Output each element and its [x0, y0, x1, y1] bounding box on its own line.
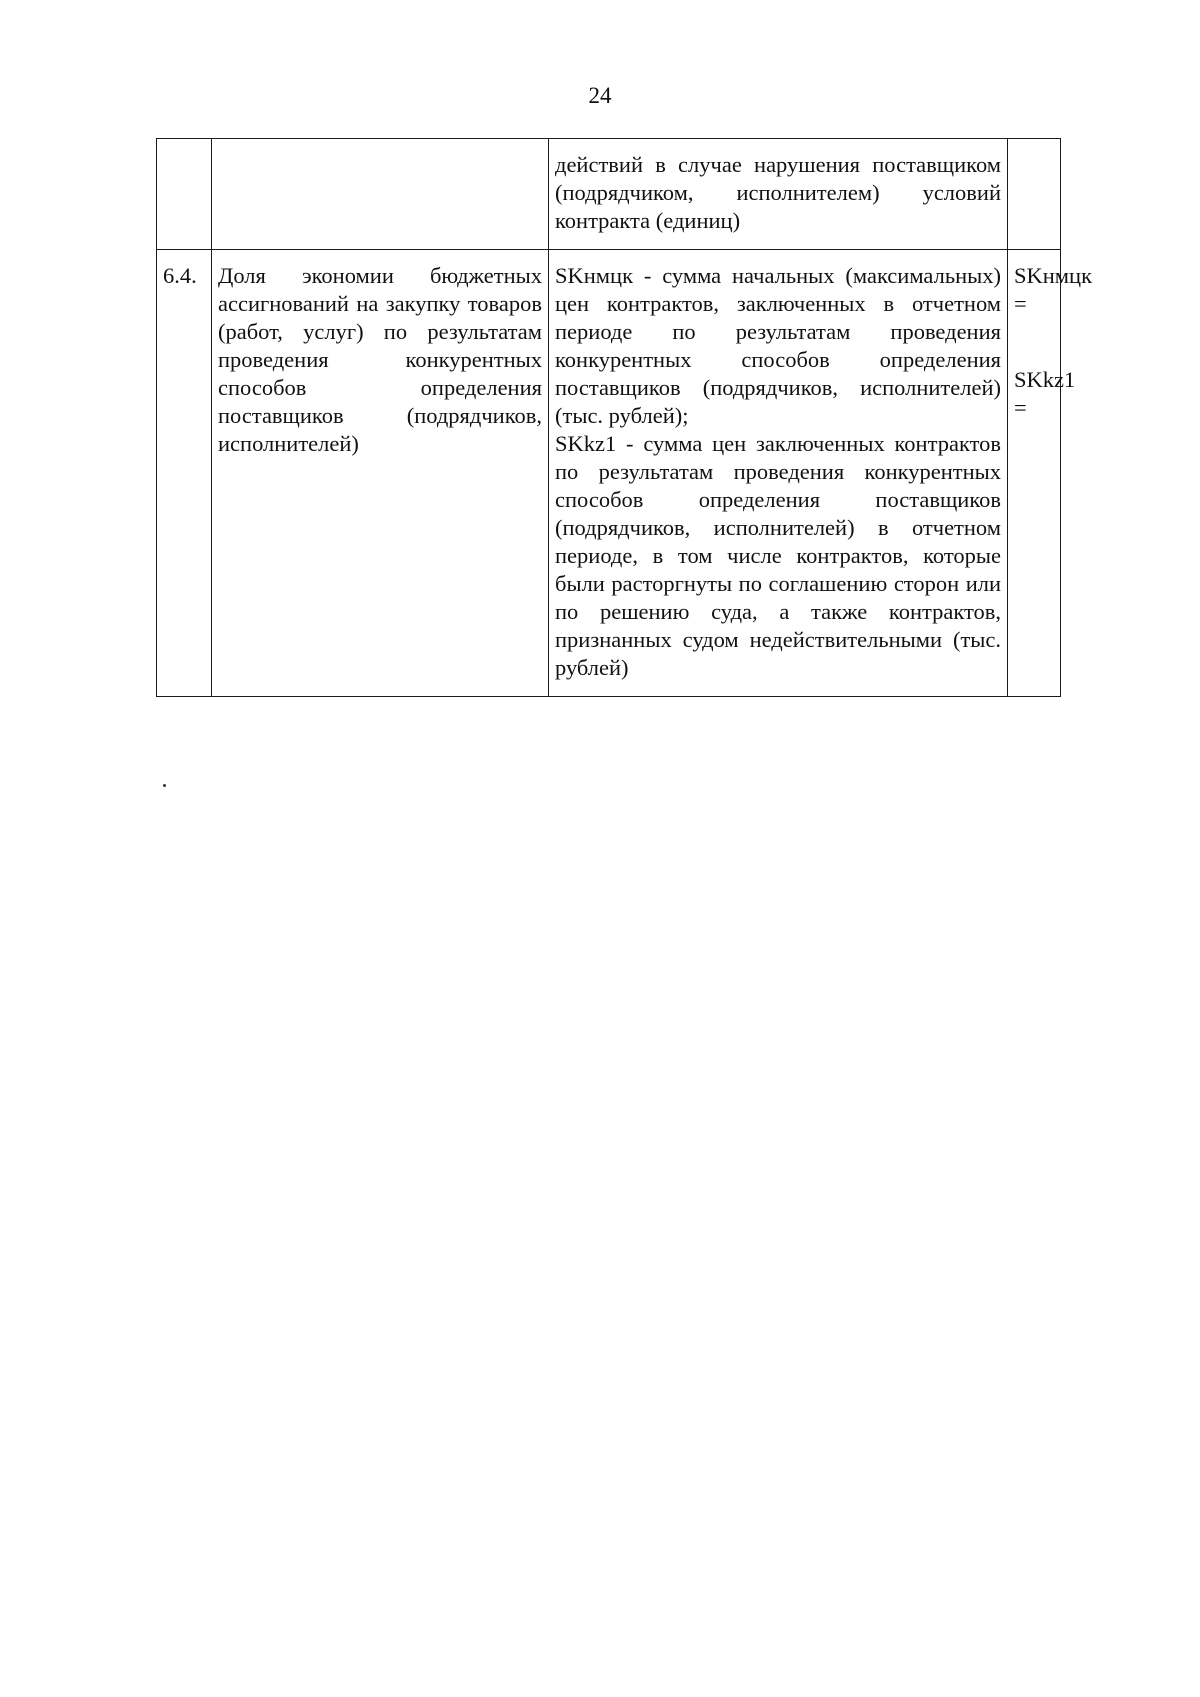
- indicator-name-cell: [212, 139, 549, 250]
- indicators-table-container: [156, 138, 1093, 697]
- table-row: [157, 250, 1061, 697]
- indicator-name-cell: Доля экономии бюджетных ассигнований на закупку товаров (работ, услуг) по результатам проведения конкурентных способов определения поставщиков (подрядчиков, исполнителей): [212, 250, 549, 697]
- formula-description-text: SKkz1 - сумма цен заключенных контрактов по результатам проведения конкурентных способов определения поставщиков (подрядчиков, исполнителей) в отчетном периоде, в том числе контрактов, которые были расторгнуты по соглашению сторон или по решению суда, а также контрактов, признанных судом недействительными (тыс. рублей): [555, 431, 1001, 680]
- value-skkz1: SKkz1 =: [1014, 367, 1076, 420]
- formula-description-text: действий в случае нарушения поставщиком (подрядчиком, исполнителем) условий контракта (единиц): [555, 152, 1001, 233]
- formula-description-cell: [549, 139, 1008, 250]
- scan-artifact-dot: [163, 784, 166, 787]
- row-number-cell: 6.4.: [157, 250, 212, 697]
- value-skmnck: SKнмцк =: [1014, 263, 1093, 316]
- value-cell: [1008, 139, 1061, 250]
- indicators-table: [156, 138, 1093, 697]
- formula-description-text: SKнмцк - сумма начальных (максимальных) цен контрактов, заключенных в отчетном периоде по результатам проведения конкурентных способов определения поставщиков (подрядчиков, исполнителей) (тыс. рублей);: [555, 263, 1001, 428]
- table-row: [157, 139, 1061, 250]
- row-number-cell: [157, 139, 212, 250]
- page-number: 24: [588, 83, 612, 108]
- value-cell: [1008, 250, 1093, 697]
- formula-description-cell: [549, 250, 1008, 697]
